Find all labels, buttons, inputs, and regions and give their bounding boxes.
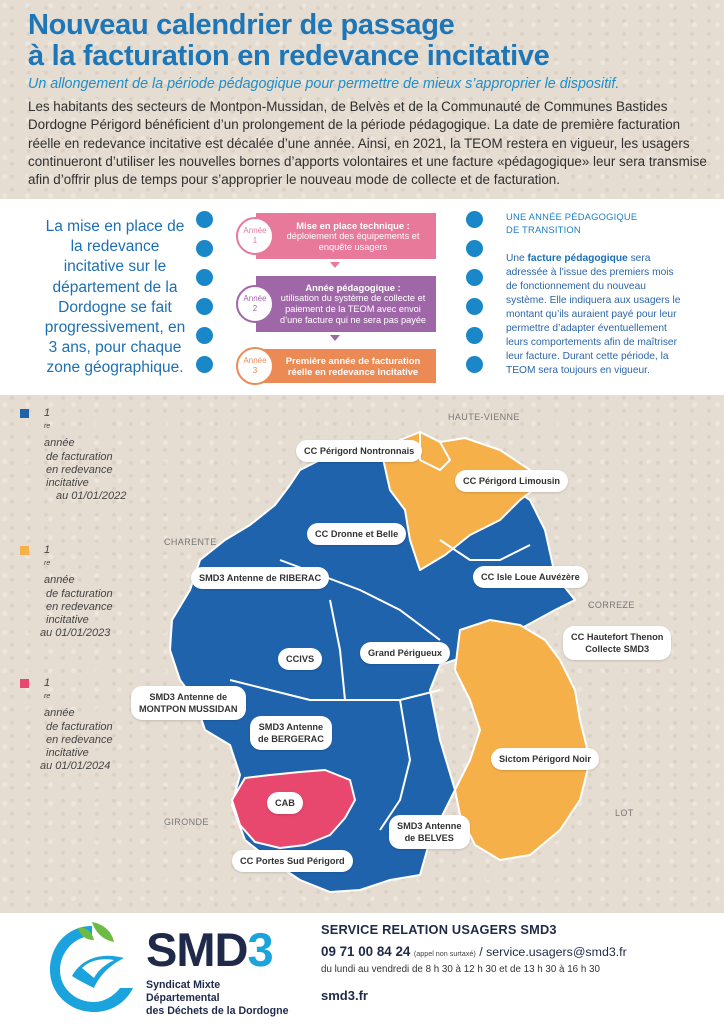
zone-label-bergerac: SMD3 Antenne de BERGERAC <box>250 716 332 750</box>
region-label-correze: CORREZE <box>588 600 635 610</box>
transition-heading: UNE ANNÉE PÉDAGOGIQUE DE TRANSITION <box>506 211 638 235</box>
legend-item-2023: 1 $^{re}$ année de facturation en redevance incitative au 01/01/2023 <box>36 544 146 641</box>
step-text: utilisation du système de collecte et paiement de la TEOM avec envoi d’une facture qui ne sera pas payée <box>279 293 427 325</box>
smd3-logo-text: SMD3 <box>146 923 273 976</box>
phone-note: (appel non surtaxé) <box>413 949 476 958</box>
zone-label-isle: CC Isle Loue Auvézère <box>473 566 588 588</box>
smd3-logo-subtitle: Syndicat Mixte Départemental des Déchets de la Dordogne <box>146 979 289 1017</box>
email-link[interactable]: service.usagers@smd3.fr <box>486 945 627 959</box>
region-label-charente: CHARENTE <box>164 537 217 547</box>
step-title: Mise en place technique : <box>296 219 410 231</box>
zone-label-belves: SMD3 Antenne de BELVES <box>389 815 470 849</box>
legend-item-2022: 1 $^{re}$ année de facturation en redevance incitative au 01/01/2022 <box>36 407 146 504</box>
page-title: Nouveau calendrier de passage à la facturation en redevance incitative <box>28 9 550 72</box>
transition-text: Une facture pédagogique sera adressée à l’issue des premiers mois de fonctionnement du nouveau système. Elle indiquera aux usagers le montant qu’ils auraient payé pour leur permettre d’adapter éventuellement leurs comportements afin de maîtriser leur facture. Durant cette période, la TEOM sera toujours en vigueur. <box>506 253 681 376</box>
service-title: SERVICE RELATION USAGERS SMD3 <box>321 922 557 937</box>
zone-label-cab: CAB <box>267 792 303 814</box>
legend-item-2024: 1 $^{re}$ année de facturation en redevance incitative au 01/01/2024 <box>36 677 146 774</box>
phone-link[interactable]: 09 71 00 84 24 <box>321 944 411 959</box>
smd3-logo-icon <box>42 918 142 1018</box>
step-title: Année pédagogique : <box>305 282 401 293</box>
zone-label-dronne: CC Dronne et Belle <box>307 523 406 545</box>
timeline-lead-text: La mise en place de la redevance incitative sur le département de la Dordogne se fait progressivement, en 3 ans, pour chaque zone géographique. <box>44 218 186 377</box>
step-title: Première année de facturation réelle en redevance incitative <box>285 355 421 377</box>
region-label-lot: LOT <box>615 808 634 818</box>
intro-paragraph: Les habitants des secteurs de Montpon-Mussidan, de Belvès et de la Communauté de Communes Bastides Dordogne Périgord bénéficient d’un prolongement de la période pédagogique. La date de première facturation réelle en redevance incitative est décalée d’une année. Ainsi, en 2021, la TEOM restera en vigueur, les usagers continueront d’utiliser les nouvelles bornes d’apports volontaires et une facture «pédagogique» leur sera transmise afin d’offrir plus de temps pour s’approprier le nouveau mode de collecte et de facturation. <box>28 99 707 188</box>
year-badge: Année 1 <box>236 217 274 255</box>
zone-label-riberac: SMD3 Antenne de RIBERAC <box>191 567 329 589</box>
zone-label-portes: CC Portes Sud Périgord <box>232 850 353 872</box>
zone-label-nontronnais: CC Périgord Nontronnais <box>296 440 422 462</box>
opening-hours: du lundi au vendredi de 8 h 30 à 12 h 30 et de 13 h 30 à 16 h 30 <box>321 964 600 975</box>
year-badge: Année 3 <box>236 347 274 385</box>
zone-label-perigueux: Grand Périgueux <box>360 642 450 664</box>
step-text: déploiement des équipements et enquête usagers <box>286 230 420 252</box>
zone-label-hautefort: CC Hautefort Thenon Collecte SMD3 <box>563 626 671 660</box>
year-badge: Année 2 <box>236 285 274 323</box>
zone-label-limousin: CC Périgord Limousin <box>455 470 568 492</box>
zone-label-sictom: Sictom Périgord Noir <box>491 748 599 770</box>
region-label-gironde: GIRONDE <box>164 817 209 827</box>
page-subtitle: Un allongement de la période pédagogique pour permettre de mieux s’approprier le dispositif. <box>28 76 620 92</box>
region-label-haute-vienne: HAUTE-VIENNE <box>448 412 520 422</box>
zone-label-montpon: SMD3 Antenne de MONTPON MUSSIDAN <box>131 686 246 720</box>
zone-label-ccivs: CCIVS <box>278 648 322 670</box>
contact-line: 09 71 00 84 24 (appel non surtaxé) / service.usagers@smd3.fr <box>321 944 627 959</box>
website-link[interactable]: smd3.fr <box>321 988 368 1003</box>
